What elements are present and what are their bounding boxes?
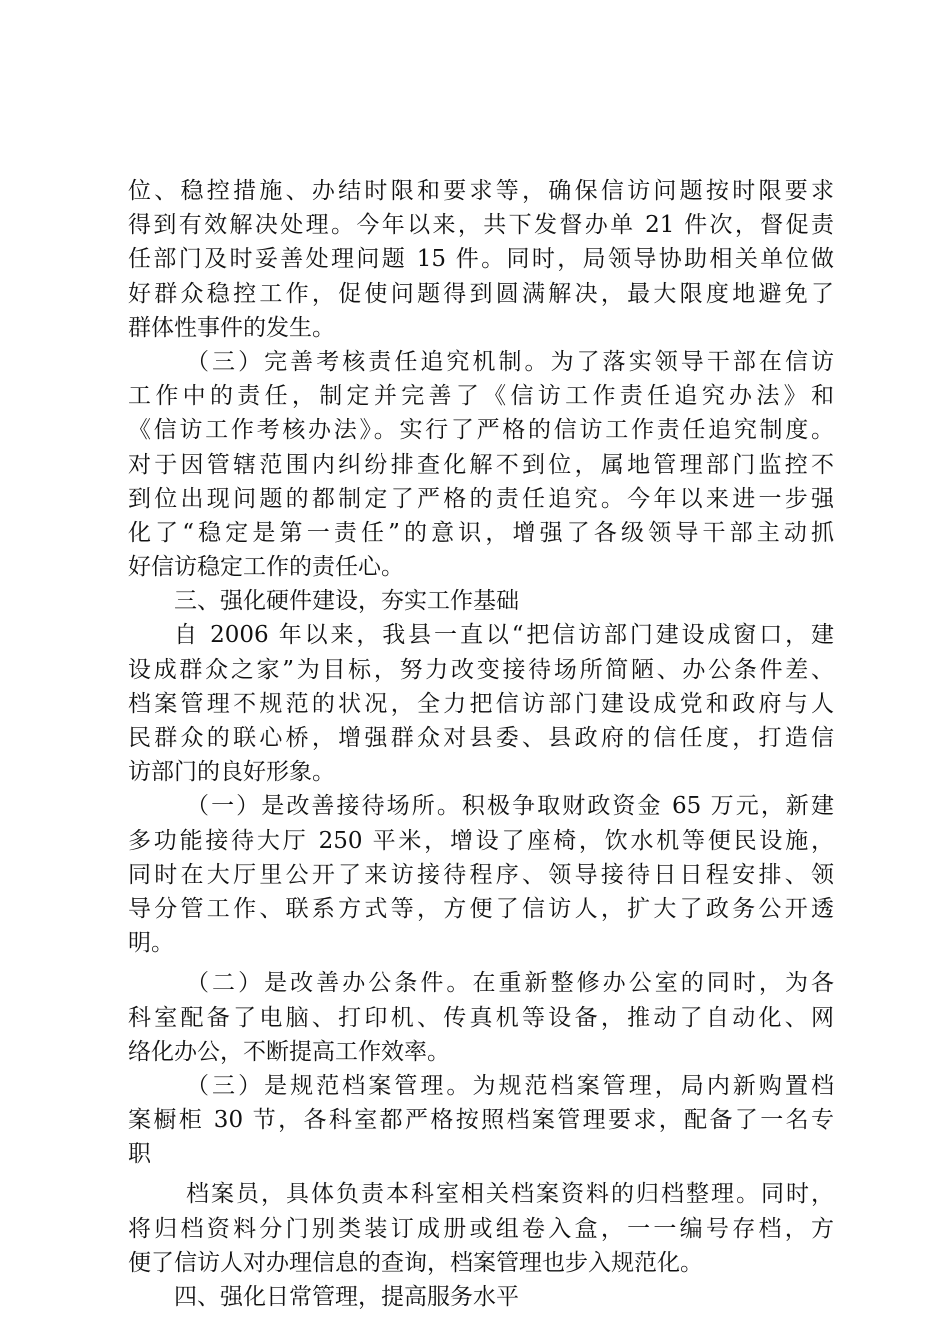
text-line: （三）完善考核责任追究机制。为了落实领导干部在信访 — [186, 348, 834, 375]
text-line: 群体性事件的发生。 — [128, 314, 335, 341]
section-heading: 三、强化硬件建设，夯实工作基础 — [174, 588, 519, 615]
text-line: 到位出现问题的都制定了严格的责任追究。今年以来进一步强 — [128, 485, 834, 512]
text-line: 对于因管辖范围内纠纷排查化解不到位，属地管理部门监控不 — [128, 451, 834, 478]
text-line: 好群众稳控工作，促使问题得到圆满解决，最大限度地避免了 — [128, 280, 834, 307]
section-heading: 四、强化日常管理，提高服务水平 — [174, 1284, 519, 1310]
text-line: 设成群众之家”为目标，努力改变接待场所简陋、办公条件差、 — [128, 656, 834, 683]
text-line: 民群众的联心桥，增强群众对县委、县政府的信任度，打造信 — [128, 725, 834, 751]
text-line: 档案员，具体负责本科室相关档案资料的归档整理。同时， — [186, 1181, 834, 1208]
text-line: 职 — [128, 1141, 151, 1168]
text-line: 化了“稳定是第一责任”的意识，增强了各级领导干部主动抓 — [128, 519, 834, 546]
text-line: （二）是改善办公条件。在重新整修办公室的同时，为各 — [186, 970, 834, 997]
text-line: 科室配备了电脑、打印机、传真机等设备，推动了自动化、网 — [128, 1004, 834, 1031]
text-line: 位、稳控措施、办结时限和要求等，确保信访问题按时限要求 — [128, 178, 834, 204]
text-line: 便了信访人对办理信息的查询，档案管理也步入规范化。 — [128, 1249, 703, 1276]
text-line: 将归档资料分门别类装订成册或组卷入盒，一一编号存档，方 — [128, 1215, 834, 1242]
text-line: （三）是规范档案管理。为规范档案管理，局内新购置档 — [186, 1072, 834, 1099]
text-line: 同时在大厅里公开了来访接待程序、领导接待日日程安排、领 — [128, 861, 834, 888]
text-line: 导分管工作、联系方式等，方便了信访人，扩大了政务公开透 — [128, 895, 834, 922]
text-line: 络化办公，不断提高工作效率。 — [128, 1038, 450, 1065]
text-line: （一）是改善接待场所。积极争取财政资金 65 万元，新建 — [186, 793, 834, 820]
text-line: 档案管理不规范的状况，全力把信访部门建设成党和政府与人 — [128, 690, 834, 717]
text-line: 任部门及时妥善处理问题 15 件。同时，局领导协助相关单位做 — [128, 246, 834, 273]
document-body — [128, 174, 834, 1314]
text-line: 好信访稳定工作的责任心。 — [128, 554, 404, 581]
text-line: 工作中的责任，制定并完善了《信访工作责任追究办法》和 — [128, 383, 834, 410]
text-line: 多功能接待大厅 250 平米，增设了座椅，饮水机等便民设施， — [128, 827, 834, 854]
text-line: 案橱柜 30 节，各科室都严格按照档案管理要求，配备了一名专 — [128, 1107, 834, 1134]
text-line: 明。 — [128, 930, 174, 957]
text-line: 得到有效解决处理。今年以来，共下发督办单 21 件次，督促责 — [128, 212, 834, 239]
text-line: 自 2006 年以来，我县一直以“把信访部门建设成窗口，建 — [174, 622, 834, 649]
text-line: 《信访工作考核办法》。实行了严格的信访工作责任追究制度。 — [128, 417, 834, 444]
text-line: 访部门的良好形象。 — [128, 759, 335, 786]
